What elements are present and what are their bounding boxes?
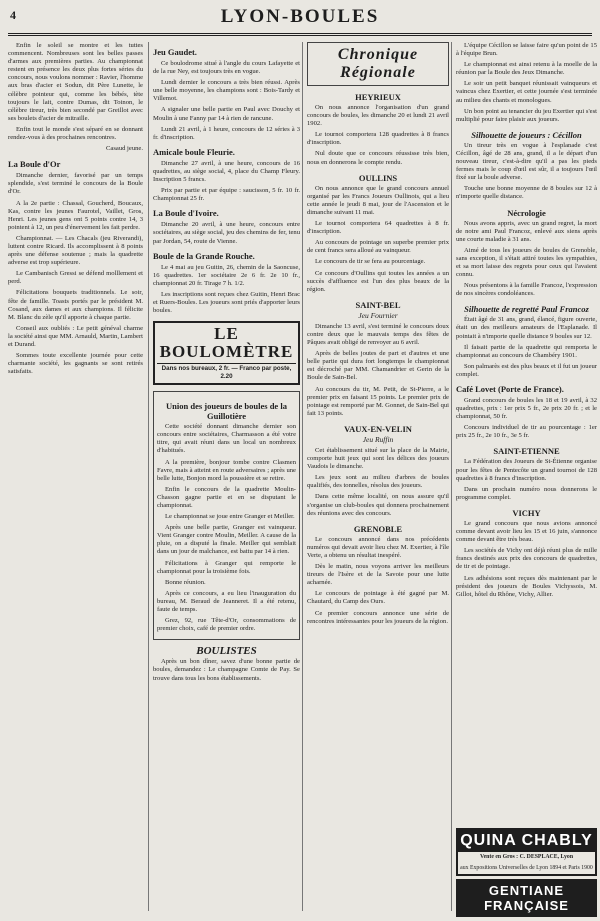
article-paragraph: Touche une bonne moyenne de 8 boules sur 12 à n'importe quelle distance. xyxy=(456,185,597,201)
article-paragraph: Dimanche 20 avril, à une heure, concours entre sociétaires, au siège social, jeu des chemins de fer, tenu par Jordan, 54, route de Vienne. xyxy=(153,221,300,245)
article-paragraph: Le grand concours que nous avions annoncé comme devant avoir lieu les 15 et 16 juin, s'annonce comme devant être très beau. xyxy=(456,519,597,544)
article-paragraph: Grand concours de boules les 18 et 19 avril, à 32 quadrettes, prix : 1er prix 5 fr., 2e prix 20 fr. ; et le championnat, 50 fr. xyxy=(456,397,597,421)
column-4 xyxy=(451,42,597,911)
article-paragraph: Un tireur très en vogue à l'esplanade c'est Cécillon, âgé de 28 ans, grand, il a le départ d'un nouveau tireur, c'est-à-dire qu'il a pas les pieds fermes mais le coup d'œil est sûr, il a toujours l'œil fixé sur la boule adverse. xyxy=(456,141,597,182)
article-paragraph: Prix par partie et par équipe : saucisson, 5 fr. 10 fr. Championnat 25 fr. xyxy=(153,187,300,203)
article-paragraph: Bonne réunion. xyxy=(165,578,206,586)
section-heading-silhouette-cecillon: Silhouette de joueurs : Cécillon xyxy=(471,129,582,140)
article-paragraph: Dans un prochain numéro nous donnerons le programme complet. xyxy=(456,485,597,501)
article-paragraph: Dès le matin, nous voyons arriver les meilleurs tireurs de l'Isère et de la Savoie pour une lutte acharnée. xyxy=(307,563,449,587)
section-heading-grande-rouche: Boule de la Grande Rouche. xyxy=(153,250,255,261)
article-paragraph: Dimanche 13 avril, s'est terminé le concours doux contre deux que le mauvais temps des fêtes de Pâques avait obligé de renvoyer au 6 avril. xyxy=(307,322,449,347)
article-paragraph: Le soir un petit banquet réunissait vainqueurs et vaincus chez Exertier, et cette journée s'est terminée au milieu des chants et monologues. xyxy=(456,80,597,104)
section-heading-jeu-gaudet: Jeu Gaudet. xyxy=(153,47,197,57)
article-paragraph: Après ce concours, a eu lieu l'inauguration du bureau, M. Beraud de Jeanneret. Il a été retenu, faute de temps. xyxy=(157,589,296,614)
article-note: Grez, 92, rue Tête-d'Or, consommations de premier choix, café de premier ordre. xyxy=(157,617,296,633)
article-paragraph: Félicitations bouquets traditionnels. Le soir, fête de famille. Toasts portés par le président M. Cosand, aux dames et aux champions. Il félicite M. Blanc du zèle qu'il apporte à chaque partie. xyxy=(8,289,143,321)
boulometre-price: Dans nos bureaux, 2 fr. — Franco par poste, 2.20 xyxy=(157,363,296,381)
article-paragraph: Le Cambanisch Gressi se défend molllement et perd. xyxy=(8,270,143,286)
column-2 xyxy=(148,42,300,911)
quina-chably-line: aux Expositions Universelles de Lyon 1894 et Paris 1900 xyxy=(460,865,593,871)
article-paragraph: Ce concours d'Oullins qui toutes les années a un succès d'affluence est l'un des plus beaux de la région. xyxy=(307,269,449,293)
boulometre-ad xyxy=(153,321,300,385)
article-paragraph: L'équipe Cécillon se laisse faire qu'un point de 15 à l'équipe Brun. xyxy=(456,42,597,58)
chronique-regionale-banner: Chronique Régionale xyxy=(307,42,449,86)
article-paragraph: Nul doute que ce concours réussisse très bien, nous en donnerons le compte rendu. xyxy=(307,150,449,166)
quina-chably-line: Vente en Gros : C. DESPLACE, Lyon xyxy=(479,854,574,860)
article-paragraph: A signaler une belle partie en Paul avec Douchy et Moulin à une Fanny par 14 à rien de rancune. xyxy=(153,106,300,122)
article-paragraph: Les jeux sont au milieu d'arbres de boules qualifiés, des tonnelles, résolus des joueurs. xyxy=(307,474,449,490)
article-paragraph: Dimanche dernier, favorisé par un temps splendide, s'est terminé le concours de la Boule d'Or. xyxy=(8,172,143,196)
article-paragraph: Aimé de tous les joueurs de boules de Grenoble, sans exception, il s'était attiré toutes les sympathies, et sa mort laisse des regrets pour ceux qui l'avaient connu. xyxy=(456,246,597,279)
article-paragraph: Le concours de tir se fera au pourcentage. xyxy=(315,258,426,266)
article-paragraph: Le concours annoncé dans nos précédents numéros qui devait avoir lieu chez M. Exertier, à l'île Verte, a obtenu un résultat inespéré. xyxy=(307,535,449,559)
section-heading-necrologie: Nécrologie xyxy=(507,207,546,218)
quina-chably-title: QUINA CHABLY xyxy=(458,830,595,852)
advertisement-block xyxy=(456,828,597,917)
article-paragraph: La Fédération des Joueurs de St-Étienne organise pour les fêtes de Pentecôte un grand tournoi de 128 quadrettes à 8 francs d'inscription. xyxy=(456,458,597,482)
article-paragraph: Après de belles joutes de part et d'autres et une belle partie qui dura fort longtemps le championnat est décroché par MM. Chamandrier et Gerin de la Boule de Sain-Bel. xyxy=(307,350,449,382)
article-paragraph: Concours individuel de tir au pourcentage : 1er prix 25 fr., 2e 10 fr., 3e 5 fr. xyxy=(456,424,597,440)
section-heading-boule-dor: La Boule d'Or xyxy=(8,159,61,170)
article-paragraph: Lundi 21 avril, à 1 heure, concours de 12 séries à 3 fr. d'inscription. xyxy=(153,125,300,141)
section-heading-boule-divoire: La Boule d'Ivoire. xyxy=(153,208,219,219)
article-paragraph: Après un bon dîner, savez d'une bonne partie de boules, demandez : Le champagne Comte de Pay. Se trouve dans tous les bons établissements. xyxy=(153,658,300,682)
article-paragraph: Dimanche 27 avril, à une heure, concours de 16 quadrettes, au siège social, 4, place du Champ Fleury. Inscription 5 francs. xyxy=(153,159,300,184)
section-heading-vichy: VICHY xyxy=(512,507,541,518)
article-paragraph: Conseil aux oubliés : Le petit généval charme la société ainsi que MM. Arnauld, Martin, Lambert et Durand. xyxy=(8,324,143,348)
section-heading-amicale: Amicale boule Fleurie. xyxy=(153,146,235,157)
article-paragraph: Au concours de pointage un superbe premier prix de cent francs sera alloué au vainqueur. xyxy=(307,239,449,255)
article-paragraph: Les sociétés de Vichy ont déjà réuni plus de mille francs destinés aux prix des concours de quadrettes, de tir et de pointage. xyxy=(456,547,597,571)
article-paragraph: Il faisait partie de la quadrette qui remporta le championnat au concours de Chambéry 1901. xyxy=(456,343,597,359)
section-heading-cafe-lovet: Café Lovet (Porte de France). xyxy=(456,384,564,394)
article-paragraph: A la première, bonjour tombe contre Clasmen Favre, mais à atteint en route adversaires ; après une belle lutte, Bonjon mord la poussière et se retire. xyxy=(157,458,296,482)
section-heading-oullins: OULLINS xyxy=(358,172,398,183)
article-paragraph: Le championnat est ainsi retenu à la moelle de la réunion par la Boule des Jeux Dimanche. xyxy=(456,61,597,77)
article-paragraph: Le tournoi comportera 64 quadrettes à 8 fr. d'inscription. xyxy=(307,220,449,236)
article-paragraph: Nous présentons à la famille Francoz, l'expression de nos sincères condoléances. xyxy=(456,282,597,298)
article-paragraph: Un bon point au tenancier du jeu Exertier qui s'est multiplié pour faire plaisir aux joueurs. xyxy=(456,107,597,123)
article-paragraph: Dans cette même localité, on nous assure qu'il s'organise un club-boules qui donnera prochainement des réunions avec des concours. xyxy=(307,493,449,517)
article-paragraph: Les adhésions sont reçues dès maintenant par le président des joueurs de Boules Vichyssois, M. Gillot, hôtel du Rhône, Vichy, Allier. xyxy=(456,574,597,598)
article-paragraph: Son palmarès est des plus beaux et il fut un joueur complet. xyxy=(456,362,597,378)
article-paragraph: Ce boulodrome situé à l'angle du cours Lafayette et de la rue Ney, est toujours très en vogue. xyxy=(153,60,300,76)
section-heading-saint-etienne: SAINT-ETIENNE xyxy=(493,446,560,457)
article-paragraph: Au concours du tir, M. Petit, de St-Pierre, a le premier prix en faisant 15 points. Le premier prix de pointage est remporté par M. Gonnet, de Sain-Bel qui fait 13 points. xyxy=(307,385,449,417)
article-paragraph: Les inscriptions sont reçues chez Guitin, Henri Brac et Ruers-Boules. Les joueurs sont priés d'apporter leurs boules. xyxy=(153,290,300,315)
article-paragraph: Le concours de pointage à été gagné par M. Chautard, du Camp des Ours. xyxy=(307,590,449,606)
union-article xyxy=(153,391,300,640)
gentiane-ad xyxy=(456,879,597,917)
article-signature: Casaud jeune. xyxy=(106,145,143,153)
article-paragraph: On nous annonce que le grand concours annuel organisé par les Francs Joueurs Oullinois, qui a lieu cette année le jeudi 8 mai, jour de l'Ascension et le dimanche suivant 11 mai. xyxy=(307,184,449,216)
quina-chably-ad xyxy=(456,828,597,876)
section-subheading: Jeu Ruffin xyxy=(362,434,394,444)
article-paragraph: Nous avons appris, avec un grand regret, la mort de notre ami Paul Francoz, enlevé aux siens après une courte maladie à 31 ans. xyxy=(456,219,597,243)
article-paragraph: Cet établissement situé sur la place de la Mairie, comporte huit jeux qui sont les délices des joueurs Vaudois le dimanche. xyxy=(307,447,449,471)
section-heading-union: Union des joueurs de boules de la Guillotière xyxy=(166,401,287,422)
section-subheading: Jeu Fournier xyxy=(358,310,398,320)
column-1 xyxy=(8,42,143,911)
section-heading-boulistes: BOULISTES xyxy=(196,645,257,658)
page-number: 4 xyxy=(10,8,16,22)
article-paragraph: Le championnat se joue entre Granger et Meiller. xyxy=(165,513,295,521)
boulometre-title: LE BOULOMÈTRE xyxy=(159,324,294,362)
column-3 xyxy=(302,42,449,911)
article-paragraph: Félicitations à Granger qui remporte le championnat pour la troisième fois. xyxy=(157,559,296,575)
article-paragraph: Championnat. — Les Chacals (jeu Riverandi), luttent contre Ricard. Ils accomplissent à 8 points après une défense soutenue ; mais la quadrette adverse est trop supérieure. xyxy=(8,234,143,267)
section-heading-silhouette-francoz: Silhouette de regretté Paul Francoz xyxy=(464,304,589,315)
article-paragraph: Après une belle partie, Granger est vainqueur. Vient Granger contre Moulin, Meiller. A cause de la pluie, on a disputé la finale. Meiller qui semblait dans un jour de malchance, est battu par 14 à rien. xyxy=(157,524,296,556)
section-heading-heyrieux: HEYRIEUX xyxy=(355,92,401,102)
article-paragraph: On nous annonce l'organisation d'un grand concours de boules, les dimanche 20 et lundi 21 avril 1902. xyxy=(307,104,449,128)
page-header xyxy=(0,0,600,40)
section-heading-vaux-en-velin: VAUX-EN-VELIN xyxy=(344,423,412,434)
header-rule xyxy=(8,33,592,36)
article-paragraph: A la 2e partie : Chassal, Goucherd, Boucaux, Kas, contre les jeunes Faurotel, Vaillet, Gros, Henri. Les jeunes gens ont 5 points contre 14, 3 pointent à 12, un peu d'énervement les fait perdre. xyxy=(8,199,143,231)
article-paragraph: Le 4 mai au jeu Guitin, 26, chemin de la Saoncuse, 16 quadrettes. 1er sociétaire 2e 6 fr. 2e 10 fr., championnat 20 fr. Tirage 7 h. 1/2. xyxy=(153,263,300,287)
article-paragraph: Ce premier concours annonce une série de rencontres intéressantes pour les joueurs de la région. xyxy=(307,609,449,625)
article-paragraph: Cette société donnant dimanche dernier son concours entre sociétaires, Charmasson a été votre titre, qui avait réuni dans un local un nombreux d'habitués. xyxy=(157,423,296,455)
section-heading-saint-bel: SAINT-BEL xyxy=(355,299,401,310)
masthead-title: LYON-BOULES xyxy=(220,6,380,27)
article-paragraph: Le tournoi comportera 128 quadrettes à 8 francs d'inscription. xyxy=(307,131,449,147)
article-paragraph: Était âgé de 31 ans, grand, élancé, figure ouverte, était un des meilleurs amateurs de l'Esplanade. Il pointait à n'importe quelle distance 9 boules sur 12. xyxy=(456,316,597,340)
article-paragraph: Enfin le soleil se montre et les tuttes commencent. Nombreuses sont les belles passes d'armes aux premières parties. Au championnat restent en présence les deux plus fortes séries du concours, nous voulons nommer : Ravier, l'homme aux bras d'acier et Sodun, dit Père Lunette, le célèbre pointeur qui, comme les bébés, tète toujours le lait, contre Dumas, dit Toinon, le célèbre tireur, très bien secondé par Greillot avec ses boulets d'acier de mitraille. xyxy=(8,42,143,122)
article-paragraph: Sommes toute excellente journée pour cette charmante société, les gagnants se sont retirés satisfaits. xyxy=(8,352,143,376)
article-paragraph: Enfin le concours de la quadrette Moulin-Chasson gagne partie et en se disputant le championnat. xyxy=(157,485,296,509)
article-paragraph: Enfin tout le monde s'est séparé en se donnant rendez-vous à des prochaines rencontres. xyxy=(8,125,143,142)
article-paragraph: Lundi dernier le concours a très bien réussi. Après une belle moyenne, les champions sont : Bois-Tardy et Villemot. xyxy=(153,79,300,103)
gentiane-title: GENTIANE FRANÇAISE xyxy=(458,881,595,915)
section-heading-grenoble: GRENOBLE xyxy=(353,523,403,534)
